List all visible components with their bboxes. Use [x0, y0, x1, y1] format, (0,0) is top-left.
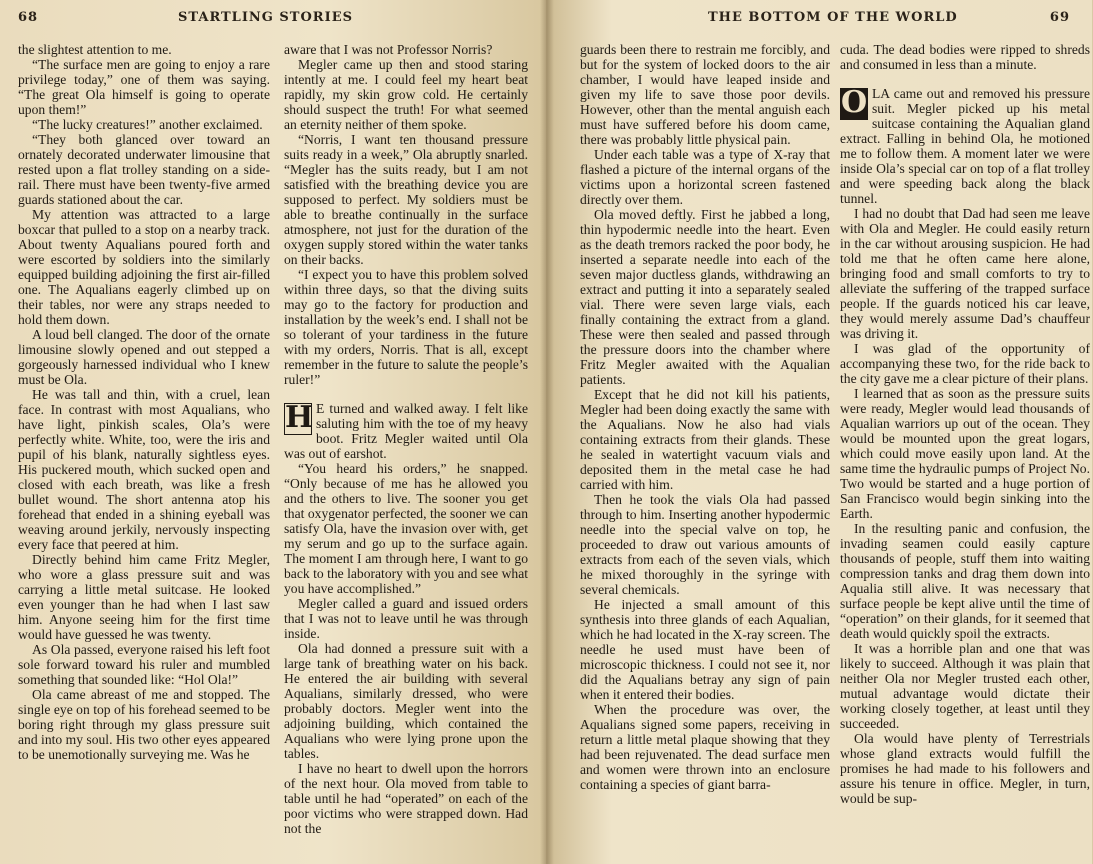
left-column-2: [284, 42, 528, 862]
paragraph: When the procedure was over, the Aqualians signed some papers, receiving in return a little metal plaque showing that they had been rejuvenated. The dead surface men and women were thrown into an enclosure containing a species of giant barra-: [580, 702, 830, 792]
left-column-2-lower-text: [284, 401, 528, 836]
paragraph: aware that I was not Professor Norris?: [284, 42, 493, 57]
paragraph: LA came out and removed his pressure suit. Megler picked up his metal suitcase containing the Aqualian gland extract. Falling in behind Ola, he motioned me to follow them. A moment later we were inside Ola’s special car on top of a flat trolley and were speeding back along the black tunnel.: [840, 86, 1090, 206]
paragraph: guards been there to restrain me forcibly, and but for the system of locked doors to the air chamber, I would have leaped inside and given my life to save those poor devils. However, other than the mental anguish each must have suffered before his doom came, there was probably little physical pain.: [580, 42, 830, 147]
paragraph: “You heard his orders,” he snapped. “Only because of me has he allowed you and the others to live. The sooner you get that oxygenator perfected, the sooner we can satisfy Ola, have the invasion over with, get my serum and go up to the surface again. The moment I am through here, I want to go back to the laboratory with you and see what you have accomplished.”: [284, 461, 528, 596]
paragraph: “The lucky creatures!” another exclaimed.: [32, 117, 263, 132]
paragraph: E turned and walked away. I felt like saluting him with the toe of my heavy boot. Fritz Megler waited until Ola was out of earshot.: [284, 401, 528, 461]
right-page: [546, 0, 1092, 864]
right-column-2-upper: [840, 42, 1090, 72]
paragraph: the slightest attention to me.: [18, 42, 172, 57]
section-break: [840, 72, 1090, 86]
paragraph: I had no doubt that Dad had seen me leave with Ola and Megler. He could easily return in the car without arousing suspicion. He had told me that he often came here alone, bringing food and small comforts to try to alleviate the suffering of the trapped surface people. If the guards noticed his car leave, they would merely assume Dad’s chauffeur was driving it.: [840, 206, 1090, 341]
paragraph: My attention was attracted to a large boxcar that pulled to a stop on a nearby track. About twenty Aqualians poured forth and were escorted by soldiers into the similarly equipped building adjoining the first air-filled one. The Aqualians eagerly climbed up on their tables, nor were any straps needed to hold them down.: [18, 207, 270, 327]
paragraph: Then he took the vials Ola had passed through to him. Inserting another hypodermic needle into the special valve on top, he proceeded to draw out various amounts of extracts from each of the seven vials, which he mixed thoroughly in the syringe with several chemicals.: [580, 492, 830, 597]
right-column-1: [580, 42, 830, 862]
left-column-2-upper: [284, 42, 528, 387]
paragraph: It was a horrible plan and one that was likely to succeed. Although it was plain that neither Ola nor Megler trusted each other, mutual advantage would dictate their working closely together, at least until they succeeded.: [840, 641, 1090, 731]
paragraph: Except that he did not kill his patients, Megler had been doing exactly the same with the Aqualians. Now he also had vials containing extracts from their glands. These he sealed in watertight vacuum vials and deposited them in the metal case he had carried with him.: [580, 387, 830, 492]
paragraph: I was glad of the opportunity of accompanying these two, for the ride back to the city gave me a clear picture of their plans.: [840, 341, 1090, 386]
right-column-2-lower: [840, 86, 1090, 806]
right-page-header: [546, 10, 1092, 32]
paragraph: I have no heart to dwell upon the horrors of the next hour. Ola moved from table to table until he had “operated” on each of the poor victims who were strapped down. Had not the: [284, 761, 528, 836]
paragraph: In the resulting panic and confusion, the invading seamen could easily capture thousands of people, stuff them into waiting compression tanks and drag them down into Aqualia still alive. It was necessary that surface people be kept alive until the time of “operation” on their glands, for it seemed that death would quickly spoil the extracts.: [840, 521, 1090, 641]
paragraph: Ola had donned a pressure suit with a large tank of breathing water on his back. He entered the air building with several Aqualians, similarly dressed, who were probably doctors. Megler went into the adjoining building, which contained the Aqualians who were lying prone upon the tables.: [284, 641, 528, 761]
right-running-title: THE BOTTOM OF THE WORLD: [708, 10, 958, 25]
right-page-number: 69: [1049, 10, 1070, 25]
paragraph: A loud bell clanged. The door of the ornate limousine slowly opened and out stepped a gorgeously harnessed individual who I knew must be Ola.: [18, 327, 270, 387]
paragraph: “The surface men are going to enjoy a rare privilege today,” one of them was saying. “The great Ola himself is going to operate upon them!”: [18, 57, 270, 117]
left-running-title: STARTLING STORIES: [178, 10, 353, 25]
right-column-2-lower-text: [840, 86, 1090, 806]
paragraph: Ola would have plenty of Terrestrials whose gland extracts would fulfill the promises he had made to his followers and assure his tenure in office. Megler, in turn, would be sup-: [840, 731, 1090, 806]
paragraph: “I expect you to have this problem solved within three days, so that the diving suits may go to the factory for production and installation by the week’s end. I shall not be so tolerant of your tardiness in the future with my orders, Norris. That is all, except remember in the future to salute the people’s ruler!”: [284, 267, 528, 387]
paragraph: Ola moved deftly. First he jabbed a long, thin hypodermic needle into the heart. Even as the death tremors racked the poor body, he inserted a separate needle into each of the seven major ductless glands, withdrawing an extract and putting it into a separately sealed vial. There were seven large vials, each finally containing the extract from a gland. These were then sealed and passed through the pressure doors into the chamber where Fritz Megler awaited with the Aqualian patients.: [580, 207, 830, 387]
paragraph: He injected a small amount of this synthesis into three glands of each Aqualian, which he had located in the X-ray screen. The needle he used must have been of microscopic thickness. I could not see it, nor did the Aqualians betray any sign of pain when it entered their bodies.: [580, 597, 830, 702]
paragraph: cuda. The dead bodies were ripped to shreds and consumed in less than a minute.: [840, 42, 1090, 72]
section-break: [284, 387, 528, 401]
paragraph: I learned that as soon as the pressure suits were ready, Megler would lead thousands of Aqualian warriors up out of the ocean. They would be mounted upon the great logars, which could move easily upon land. At the same time the hydraulic pumps of Project No. Two would be started and a huge portion of San Francisco would begin sinking into the Earth.: [840, 386, 1090, 521]
left-column-2-lower: [284, 401, 528, 836]
drop-cap: H: [285, 400, 314, 435]
paragraph: “Norris, I want ten thousand pressure suits ready in a week,” Ola abruptly snarled. “Megler has the suits ready, but I am not satisfied with the breathing device you are supposed to perfect. My soldiers must be able to breathe continually in the surface atmosphere, not just for the duration of the oxygen supply stored within the water tanks on their backs.: [284, 132, 528, 267]
paragraph: Directly behind him came Fritz Megler, who wore a glass pressure suit and was carrying a little metal suitcase. He looked even younger than he had when I last saw him. Anyone seeing him for the first time would have guessed he was twenty.: [18, 552, 270, 642]
right-column-2: [840, 42, 1090, 862]
paragraph: He was tall and thin, with a cruel, lean face. In contrast with most Aqualians, who have light, pinkish scales, Ola’s were perfectly white. White, too, were the iris and pupil of his blank, naturally sightless eyes. His puckered mouth, which sucked open and closed with each breath, was like a fresh bullet wound. The short antenna atop his forehead that ended in a shining eyeball was weaving around jerkily, nervously inspecting every face that peered at him.: [18, 387, 270, 552]
paragraph: Under each table was a type of X-ray that flashed a picture of the internal organs of the victims upon a horizontal screen fastened directly over them.: [580, 147, 830, 207]
drop-cap: O: [841, 85, 868, 120]
paragraph: Megler called a guard and issued orders that I was not to leave until he was through inside.: [284, 596, 528, 641]
left-column-1: [18, 42, 270, 862]
paragraph: As Ola passed, everyone raised his left foot sole forward toward his ruler and mumbled something that sounded like: “Hol Ola!”: [18, 642, 270, 687]
left-page-header: [0, 10, 546, 32]
left-page-number: 68: [18, 10, 39, 25]
book-gutter: [540, 0, 554, 864]
paragraph: Megler came up then and stood staring intently at me. I could feel my heart beat rapidly, my skin grow cold. He certainly should suspect the truth! For what seemed an eternity neither of them spoke.: [284, 57, 528, 132]
paragraph: Ola came abreast of me and stopped. The single eye on top of his forehead seemed to be boring right through my glass pressure suit and into my soul. His two other eyes appeared to be unemotionally surveying me. Was he: [18, 687, 270, 762]
paragraph: “They both glanced over toward an ornately decorated underwater limousine that rested upon a flat trolley standing on a side-rail. There must have been twenty-five armed guards stationed about the car.: [18, 132, 270, 207]
left-page: [0, 0, 546, 864]
